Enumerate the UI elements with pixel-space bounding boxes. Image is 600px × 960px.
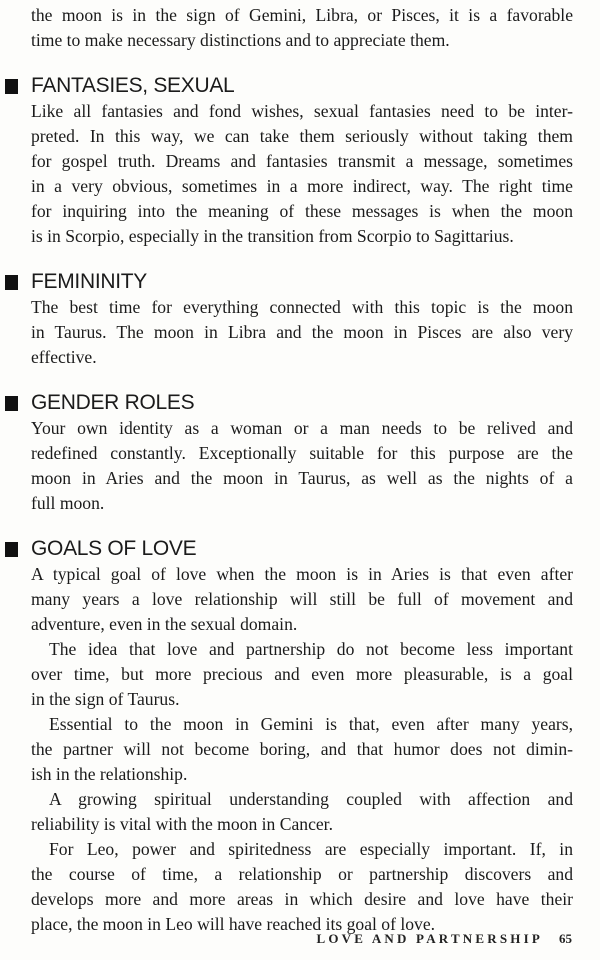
paragraph — [31, 295, 573, 370]
text-line: for inquiring into the meaning of these messages is when the moon — [31, 201, 573, 221]
text-line: A growing spiritual understanding coupled with affection and — [49, 789, 573, 809]
page-footer — [316, 931, 572, 947]
section-fantasies-sexual — [31, 74, 573, 249]
section-heading — [31, 391, 573, 414]
square-bullet-icon — [5, 542, 18, 557]
paragraph — [31, 837, 573, 937]
section-goals-of-love — [31, 537, 573, 937]
text-line: effective. — [31, 347, 97, 367]
text-line: in Taurus. The moon in Libra and the moon in Pisces are also very — [31, 322, 573, 342]
text-line: place, the moon in Leo will have reached its goal of love. — [31, 914, 436, 934]
text-line: the partner will not become boring, and that humor does not dimin- — [31, 739, 573, 759]
text-line: full moon. — [31, 493, 105, 513]
text-line: ish in the relationship. — [31, 764, 188, 784]
paragraph — [31, 787, 573, 837]
square-bullet-icon — [5, 275, 18, 290]
text-line: For Leo, power and spiritedness are especially important. If, in — [49, 839, 573, 859]
text-line: for gospel truth. Dreams and fantasies transmit a message, sometimes — [31, 151, 573, 171]
text-line: preted. In this way, we can take them seriously without taking them — [31, 126, 573, 146]
text-line: is in Scorpio, especially in the transition from Scorpio to Sagittarius. — [31, 226, 514, 246]
text-line: over time, but more precious and even more pleasurable, is a goal — [31, 664, 573, 684]
text-line: Your own identity as a woman or a man needs to be relived and — [31, 418, 573, 438]
paragraph — [31, 562, 573, 637]
text-line: The idea that love and partnership do not become less important — [49, 639, 573, 659]
text-line: Essential to the moon in Gemini is that, even after many years, — [49, 714, 573, 734]
text-line: A typical goal of love when the moon is in Aries is that even after — [31, 564, 573, 584]
text-line: the moon is in the sign of Gemini, Libra, or Pisces, it is a favorable — [31, 5, 573, 25]
heading-text: FEMININITY — [31, 270, 147, 293]
paragraph — [31, 637, 573, 712]
section-femininity — [31, 270, 573, 370]
text-line: adventure, even in the sexual domain. — [31, 614, 298, 634]
heading-text: GENDER ROLES — [31, 391, 195, 414]
square-bullet-icon — [5, 79, 18, 94]
section-gender-roles — [31, 391, 573, 516]
section-heading — [31, 74, 573, 97]
paragraph — [31, 99, 573, 249]
text-line: Like all fantasies and fond wishes, sexual fantasies need to be inter- — [31, 101, 573, 121]
text-line: moon in Aries and the moon in Taurus, as well as the nights of a — [31, 468, 573, 488]
square-bullet-icon — [5, 396, 18, 411]
page-number: 65 — [559, 931, 572, 946]
heading-text: GOALS OF LOVE — [31, 537, 197, 560]
paragraph — [31, 416, 573, 516]
text-line: the course of time, a relationship or partnership discovers and — [31, 864, 573, 884]
section-heading — [31, 537, 573, 560]
text-line: reliability is vital with the moon in Cancer. — [31, 814, 333, 834]
section-heading — [31, 270, 573, 293]
heading-text: FANTASIES, SEXUAL — [31, 74, 235, 97]
book-page — [31, 3, 573, 937]
text-line: in a very obvious, sometimes in a more indirect, way. The right time — [31, 176, 573, 196]
text-line: many years a love relationship will still be full of movement and — [31, 589, 573, 609]
running-title: LOVE AND PARTNERSHIP — [316, 931, 543, 946]
text-line: time to make necessary distinctions and to appreciate them. — [31, 30, 450, 50]
text-line: in the sign of Taurus. — [31, 689, 180, 709]
intro-paragraph — [31, 3, 573, 53]
paragraph — [31, 712, 573, 787]
sections — [31, 74, 573, 937]
text-line: The best time for everything connected with this topic is the moon — [31, 297, 573, 317]
text-line: develops more and more areas in which desire and love have their — [31, 889, 573, 909]
text-line: redefined constantly. Exceptionally suitable for this purpose are the — [31, 443, 573, 463]
